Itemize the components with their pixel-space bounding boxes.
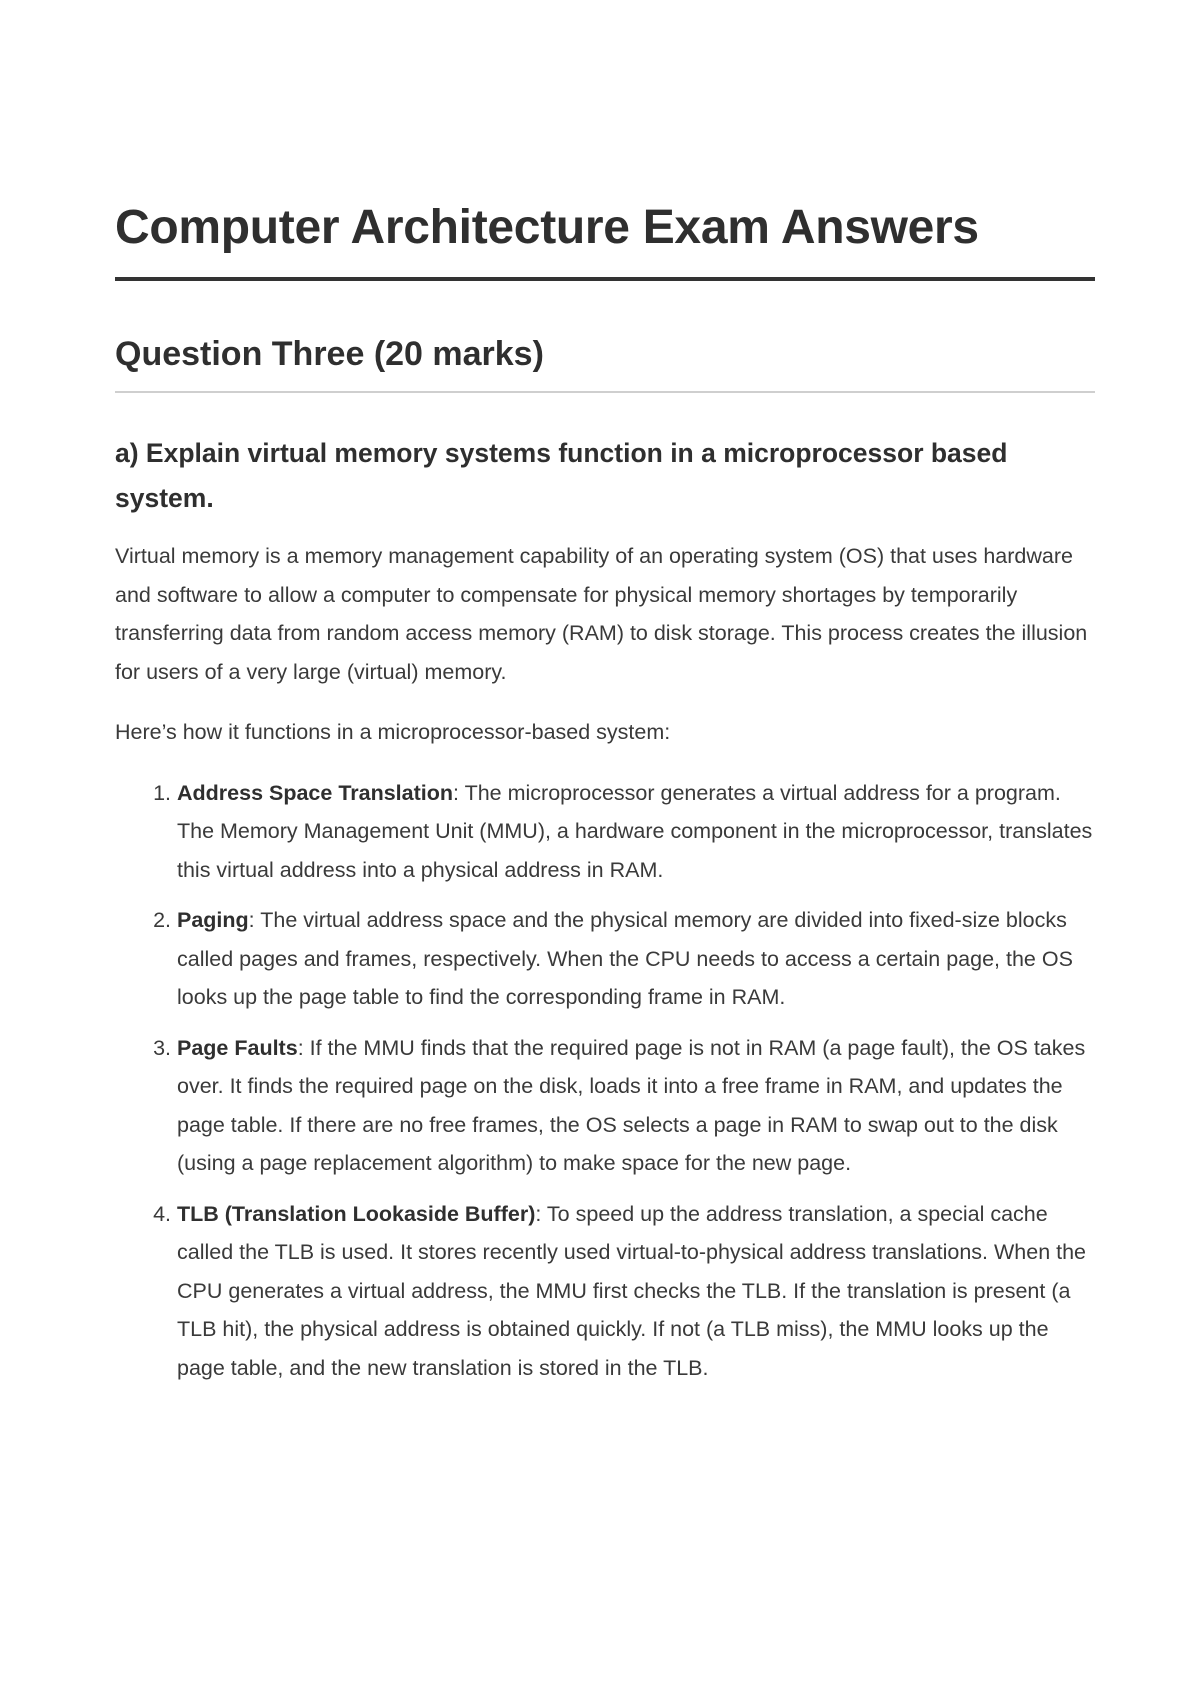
list-item-term: TLB (Translation Lookaside Buffer) xyxy=(177,1201,536,1226)
list-item-text: : To speed up the address translation, a special cache called the TLB is used. It stores recently used virtual-to-physical address translations. When the CPU generates a virtual address, the MMU first checks the TLB. If the translation is present (a TLB hit), the physical address is obtained quickly. If not (a TLB miss), the MMU looks up the page table, and the new translation is stored in the TLB. xyxy=(177,1201,1087,1380)
list-item-text: : The virtual address space and the physical memory are divided into fixed-size blocks called pages and frames, respectively. When the CPU needs to access a certain page, the OS looks up the page table to find the corresponding frame in RAM. xyxy=(177,908,1073,1009)
numbered-list xyxy=(115,774,1095,1388)
section-heading: Question Three (20 marks) xyxy=(115,335,544,373)
title-divider xyxy=(115,277,1095,281)
list-item-term: Paging xyxy=(177,908,249,932)
list-item-term: Page Faults xyxy=(177,1035,298,1060)
list-item xyxy=(177,901,1095,1017)
question-heading: a) Explain virtual memory systems function in a microprocessor based system. xyxy=(115,438,1008,513)
document-page xyxy=(115,195,1095,1399)
intro-paragraph: Here’s how it functions in a microprocessor-based system: xyxy=(115,720,671,744)
list-item-term: Address Space Translation xyxy=(177,780,454,805)
list-item-text: : If the MMU finds that the required page is not in RAM (a page fault), the OS takes over. It finds the required page on the disk, loads it into a free frame in RAM, and updates the page table. If there are no free frames, the OS selects a page in RAM to swap out to the disk (using a page replacement algorithm) to make space for the new page. xyxy=(177,1035,1086,1175)
list-item xyxy=(177,1029,1095,1183)
list-item-text: : The microprocessor generates a virtual address for a program. The Memory Management Unit (MMU), a hardware component in the microprocessor, translates this virtual address into a physical address in RAM. xyxy=(177,780,1093,882)
section-divider xyxy=(115,391,1095,393)
definition-paragraph: Virtual memory is a memory management capability of an operating system (OS) that uses hardware and software to allow a computer to compensate for physical memory shortages by temporarily transferring data from random access memory (RAM) to disk storage. This process creates the illusion for users of a very large (virtual) memory. xyxy=(115,544,1088,684)
list-item xyxy=(177,774,1095,890)
list-item xyxy=(177,1195,1095,1388)
page-title: Computer Architecture Exam Answers xyxy=(115,201,979,254)
